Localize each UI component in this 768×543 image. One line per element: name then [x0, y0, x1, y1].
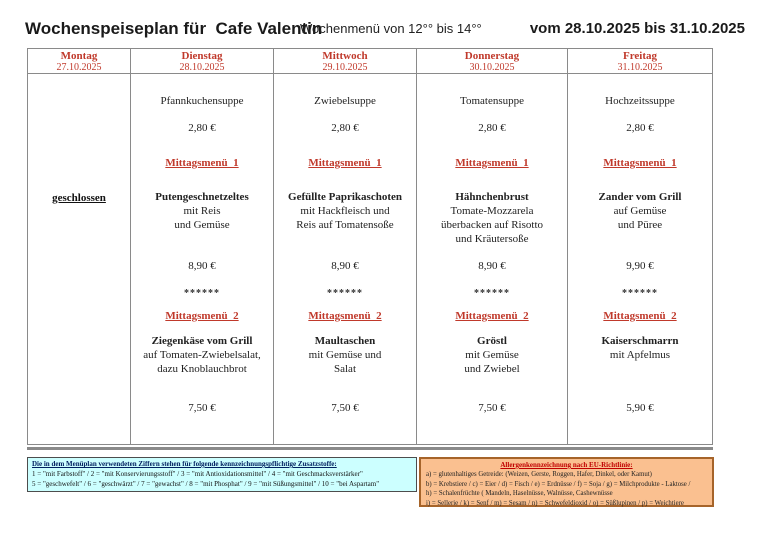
closed-label: geschlossen: [52, 192, 106, 204]
day-menu-cell: [568, 74, 712, 445]
day-menu-cell: [417, 74, 567, 445]
separator-stars: ******: [622, 288, 658, 299]
day-date: 27.10.2025: [56, 62, 102, 73]
soup-price: 2,80 €: [626, 122, 654, 134]
menu1-price: 8,90 €: [478, 260, 506, 272]
menu2-price: 7,50 €: [478, 402, 506, 414]
day-header: [131, 49, 273, 74]
menu1-price: 8,90 €: [188, 260, 216, 272]
menu1-price: 8,90 €: [331, 260, 359, 272]
dish-line: und Gemüse: [174, 219, 230, 231]
menu2-price: 5,90 €: [626, 402, 654, 414]
menu2-dish: [131, 334, 273, 376]
menu1-dish: [274, 190, 416, 232]
day-menu-cell: [131, 74, 273, 445]
dish-title: Putengeschnetzeltes: [155, 191, 249, 203]
dish-line: mit Reis: [183, 205, 221, 217]
menu1-dish: [568, 190, 712, 232]
dish-line: auf Gemüse: [613, 205, 667, 217]
allergens-line: i) = Sellerie / k) = Senf / m) = Sesam / n) = Schwefeldioxid / o) = Süßlupinen / p) = Weichtiere: [426, 499, 684, 507]
page-title: Wochenspeiseplan für Cafe Valentin: [25, 19, 323, 38]
weekly-menu-table: [27, 48, 713, 445]
menu-hours-subtitle: Wochenmenü von 12°° bis 14°°: [300, 21, 482, 36]
dish-line: auf Tomaten-Zwiebelsalat,: [143, 349, 261, 361]
day-name: Mittwoch: [322, 50, 368, 62]
dish-line: dazu Knoblauchbrot: [157, 363, 247, 375]
additives-footnote-box: [27, 457, 417, 492]
separator-stars: ******: [474, 288, 510, 299]
menu1-dish: [417, 190, 567, 246]
dish-line: mit Hackfleisch und: [300, 205, 390, 217]
day-menu-cell: [28, 74, 130, 445]
soup-name: Pfannkuchensuppe: [160, 95, 244, 107]
day-date: 29.10.2025: [322, 62, 368, 73]
soup-price: 2,80 €: [331, 122, 359, 134]
soup-name: Hochzeitssuppe: [605, 95, 675, 107]
allergens-line: h) = Schalenfrüchte ( Mandeln, Haselnüsse, Walnüsse, Cashewnüsse: [426, 490, 613, 497]
dish-line: und Kräutersoße: [455, 233, 529, 245]
day-name: Freitag: [622, 50, 657, 62]
menu2-dish: [417, 334, 567, 376]
menu1-price: 9,90 €: [626, 260, 654, 272]
day-column-mittwoch: [274, 49, 417, 444]
allergens-line: a) = glutenhaltiges Getreide: (Weizen, Gerste, Roggen, Hafer, Dinkel, oder Kamut): [426, 471, 652, 478]
dish-title: Ziegenkäse vom Grill: [151, 335, 253, 347]
day-header: [274, 49, 416, 74]
menu2-label: Mittagsmenü 2: [165, 310, 239, 322]
soup-price: 2,80 €: [188, 122, 216, 134]
soup-name: Tomatensuppe: [460, 95, 524, 107]
dish-line: Salat: [334, 363, 356, 375]
date-range: vom 28.10.2025 bis 31.10.2025: [529, 20, 745, 37]
menu1-label: Mittagsmenü 1: [603, 157, 677, 169]
day-date: 28.10.2025: [179, 62, 225, 73]
dish-line: Reis auf Tomatensoße: [296, 219, 394, 231]
dish-line: überbacken auf Risotto: [440, 219, 544, 231]
day-date: 31.10.2025: [617, 62, 663, 73]
day-name: Montag: [60, 50, 98, 62]
allergens-line: b) = Krebstiere / c) = Eier / d) = Fisch / e) = Erdnüsse / f) = Soja / g) = Milchprodukte - Laktose /: [426, 480, 691, 488]
menu1-label: Mittagsmenü 1: [165, 157, 239, 169]
day-menu-cell: [274, 74, 416, 445]
dish-title: Gröstl: [477, 335, 507, 347]
day-header: [417, 49, 567, 74]
table-bottom-rule: [27, 447, 713, 450]
menu2-dish: [568, 334, 712, 362]
soup-price: 2,80 €: [478, 122, 506, 134]
allergens-footnote-box: [419, 457, 714, 507]
dish-title: Kaiserschmarrn: [601, 335, 679, 347]
day-column-freitag: [568, 49, 712, 444]
menu2-label: Mittagsmenü 2: [455, 310, 529, 322]
separator-stars: ******: [184, 288, 220, 299]
menu1-label: Mittagsmenü 1: [308, 157, 382, 169]
day-column-donnerstag: [417, 49, 568, 444]
allergens-title: Allergenkennzeichnung nach EU-Richtlinie:: [500, 461, 633, 469]
dish-title: Maultaschen: [314, 335, 376, 347]
day-header: [28, 49, 130, 74]
dish-title: Hähnchenbrust: [455, 191, 529, 203]
dish-title: Zander vom Grill: [598, 191, 682, 203]
day-name: Dienstag: [181, 50, 223, 62]
day-date: 30.10.2025: [469, 62, 515, 73]
menu2-dish: [274, 334, 416, 376]
dish-line: mit Gemüse und: [308, 349, 382, 361]
day-name: Donnerstag: [464, 50, 520, 62]
day-header: [568, 49, 712, 74]
additives-line: 1 = "mit Farbstoff" / 2 = "mit Konservierungsstoff" / 3 = "mit Antioxidationsmittel" / 4 = "mit Geschmacksverstärker": [32, 470, 363, 478]
menu1-label: Mittagsmenü 1: [455, 157, 529, 169]
dish-line: Tomate-Mozzarela: [450, 205, 534, 217]
separator-stars: ******: [327, 288, 363, 299]
dish-line: und Zwiebel: [464, 363, 520, 375]
additives-line: 5 = "geschwefelt" / 6 = "geschwärzt" / 7 = "gewachst" / 8 = "mit Phosphat" / 9 = "mit Süßungsmittel" / 10 = "bei Aspartam": [32, 480, 380, 488]
day-column-montag: [28, 49, 131, 444]
additives-title: Die in dem Menüplan verwendeten Ziffern stehen für folgende kennzeichnungspflichtige Zusatzstoffe:: [32, 460, 337, 468]
menu2-label: Mittagsmenü 2: [603, 310, 677, 322]
dish-line: mit Apfelmus: [609, 349, 671, 361]
dish-line: und Püree: [617, 219, 663, 231]
dish-line: mit Gemüse: [465, 349, 519, 361]
dish-title: Gefüllte Paprikaschoten: [288, 191, 402, 203]
day-column-dienstag: [131, 49, 274, 444]
menu2-label: Mittagsmenü 2: [308, 310, 382, 322]
menu2-price: 7,50 €: [188, 402, 216, 414]
menu2-price: 7,50 €: [331, 402, 359, 414]
soup-name: Zwiebelsuppe: [314, 95, 376, 107]
menu1-dish: [131, 190, 273, 232]
